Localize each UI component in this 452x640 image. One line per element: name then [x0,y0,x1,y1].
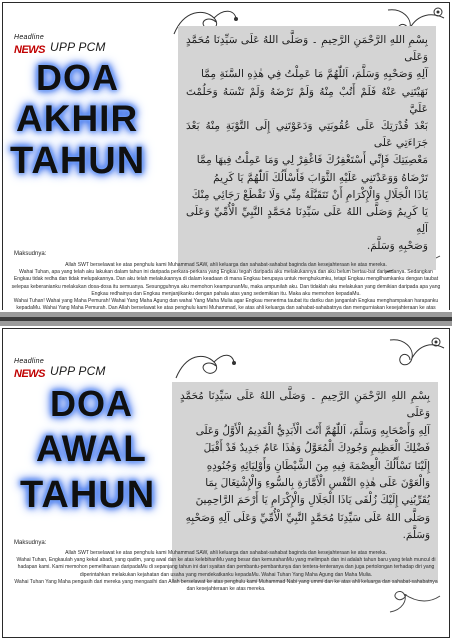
title-line-1: DOA [36,57,119,98]
floral-swirl-icon [384,332,448,378]
title-line-1: DOA [50,383,133,424]
translation-paragraph: Wahai Tuhan, apa yang telah aku lakukan dalam tahun ini daripada perkara-perkara yang Engkau tegah daripada aku melakukannya dan aku belum bertau-bat daripadanya. Sedangkan Engkau tidak redha dan tidak melupakannya. Dan aku telah melakukannya di dalam keadaan di mana Engkau berupaya untuk menghukumku, tetapi Engkau mengilhamkanku dengan taubat selepas keberanianku melakukan dosa-dosa itu semuanya. Sesungguhnya aku memohon keampunanMu, maka ampunilah aku. Dan tidaklah aku melakukan yang demikian daripada apa yang Engkau redhainya dan Engkau menjanjikanku dengan pahala atas yang sedemikian itu. Maka aku memohon kepadaMu. [11,269,441,297]
arabic-line: يُقَرِّبُنِي إِلَيْكَ زُلْفَى يَاذَا الْجَلَالِ وَالْإِكْرَامِ يَا أَرْحَمَ الرَّاحِمِينَ [195,494,430,507]
malay-translation [10,262,442,320]
malay-translation [10,550,442,593]
translation-paragraph: Allah SWT berselawat ke atas penghulu kami Muhammad SAW, ahli keluarga dan sahabat-sahabat baginda dan kesejahteraan ke atas mereka. [65,550,387,556]
arabic-line: بِسْمِ اللهِ الرَّحْمَنِ الرَّحِيمِ ۔ وَصَلَّى اللهُ عَلَى سَيِّدِنَا مُحَمَّدٍ وَعَلَى [186,34,428,64]
headline-news-logo [14,34,45,57]
arabic-line: بَعْدَ قُدْرَتِكَ عَلَى عُقُوبَتِي وَدَعَوْتَنِي إِلَى التَّوْبَةِ مِنْهُ بَعْدَ جَرَاءَتِي عَلَى [186,120,428,150]
arabic-line: وَسَلَّمَ. [402,529,430,542]
arabic-line: إِلَيْنَا نَسْأَلُكَ الْعِصْمَةَ فِيهِ مِنَ الشَّيْطَانِ وَأَوْلِيَائِهِ وَجُنُودِهِ [206,459,430,472]
arabic-line: فَضْلِكَ الْعَظِيمِ وَجُودِكَ الْمُعَوَّلُ وَهٰذَا عَامٌ جَدِيدٌ قَدْ أَقْبَلَ [203,442,430,455]
arabic-line: بِسْمِ اللهِ الرَّحْمَنِ الرَّحِيمِ ۔ وَصَلَّى اللهُ عَلَى سَيِّدِنَا مُحَمَّدٍ وَعَلَى [180,390,430,420]
arabic-line: آلِهِ وَأَصْحَابِهِ وَسَلَّمَ، اَللّٰهُمَّ أَنْتَ الْأَبَدِيُّ الْقَدِيمُ الْأَوَّلُ وَعَلَى [195,424,430,437]
maksudnya-label: Maksudnya: [14,540,47,546]
headline-news-logo [14,358,45,381]
arabic-line: آلِهِ وَصَحْبِهِ وَسَلَّمَ، اَللّٰهُمَّ مَا عَمِلْتُ فِي هٰذِهِ السَّنَةِ مِمَّا [201,68,428,81]
title-line-2: AWAL [36,428,147,469]
translation-paragraph: Allah SWT berselawat ke atas penghulu kami Muhammad SAW, ahli keluarga dan sahabat-sahabat baginda dan kesejahteraan ke atas mereka. [65,262,387,268]
logo-news-text: NEWS [14,44,45,56]
upp-pcm-label: UPP PCM [50,364,106,378]
arabic-prayer-text [178,26,436,270]
doa-akhir-tahun-panel [0,0,452,312]
translation-paragraph: Wahai Tuhan, Engkaulah yang kekal abadi, yang qadim, yang awal dan ke atas kelebihanMu yang besar dan kemurahanMu yang melimpah dan ini adalah tahun baru yang telah muncul di hadapan kami. Kami memohon pemeliharaan daripadaMu di sepanjang tahun ini dari syaitan dan pembantu-pembantunya dan tentera-tenteranya dan juga pertolongan terhadap diri yang diperintahkan melakukan kejahatan dan usaha yang mendekatkanku kepadaMu. Wahai Tuhan Yang Maha Agung dan Maha Mulia. [16,557,436,578]
arabic-line: يَا كَرِيمُ وَصَلَّى اللهُ عَلَى سَيِّدِنَا مُحَمَّدٍ النَّبِيِّ الْأُمِّيِّ وَعَلَى آلِهِ [186,206,428,236]
translation-paragraph: Wahai Tuhan Yang Maha pengasih dari mereka yang mengasihi dan Allah berselawat ke atas penghulu kami Muhammad Nabi yang ummi dan ke atas ahli keluarga dan sahabat-sahabatnya dan kesejahteraan ke atas mereka. [14,578,438,593]
logo-headline-text: Headline [14,34,45,41]
translation-paragraph: Wahai Tuhan! Wahai yang Maha Pemurah! Wahai Yang Maha Agung dan wahai Yang Maha Mulia agar Engkau menerima taubat itu dariku dan janganlah Engkau menghampakan harapanku kepadaMu. Wahai Yang Maha Pemurah. Dan Allah berselawat ke atas penghulu kami Muhammad, ke atas ahli keluarga dan sahabat-sahabatnya dan mengurniakan kesejahteraan ke atas [13,298,439,312]
arabic-line: وَالْعَوْنَ عَلَى هٰذِهِ النَّفْسِ الْأَمَّارَةِ بِالسُّوءِ وَالْإِشْتِغَالَ بِمَا [205,477,430,490]
arabic-line: تَرْضَاهُ وَوَعَدْتَنِي عَلَيْهِ الثَّوَابَ فَأَسْأَلُكَ اَللّٰهُمَّ يَا كَرِيمُ [213,171,428,184]
doa-awal-tahun-panel [0,326,452,640]
arabic-line: يَاذَا الْجَلَالِ وَالْإِكْرَامِ أَنْ تَتَقَبَّلَهُ مِنِّي وَلَا تَقْطَعْ رَجَائِي مِنْكَ [191,188,428,201]
panel-separator [0,312,452,326]
logo-headline-text: Headline [14,358,45,365]
upp-pcm-label: UPP PCM [50,40,106,54]
arabic-line: نَهَيْتَنِي عَنْهُ فَلَمْ أَتُبْ مِنْهُ وَلَمْ تَرْضَهُ وَلَمْ تَنْسَهُ وَحَلُمْتَ عَلَيَّ [186,85,428,115]
arabic-line: مَعْصِيَتِكَ فَإِنِّي أَسْتَغْفِرُكَ فَاغْفِرْ لِي وَمَا عَمِلْتُ فِيهَا مِمَّا [196,154,428,167]
maksudnya-label: Maksudnya: [14,251,47,257]
arabic-line: وَصَحْبِهِ وَسَلَّمَ. [366,240,428,253]
title-line-3: TAHUN [20,474,156,516]
logo-news-text: NEWS [14,368,45,380]
title-line-2: AKHIR [16,98,139,139]
title-line-3: TAHUN [10,140,146,182]
swirl-ornament-icon [172,348,238,382]
arabic-line: وَصَلَّى اللهُ عَلَى سَيِّدِنَا مُحَمَّدٍ النَّبِيِّ الْأُمِّيِّ وَعَلَى آلِهِ وَصَحْبِهِ [185,511,430,524]
